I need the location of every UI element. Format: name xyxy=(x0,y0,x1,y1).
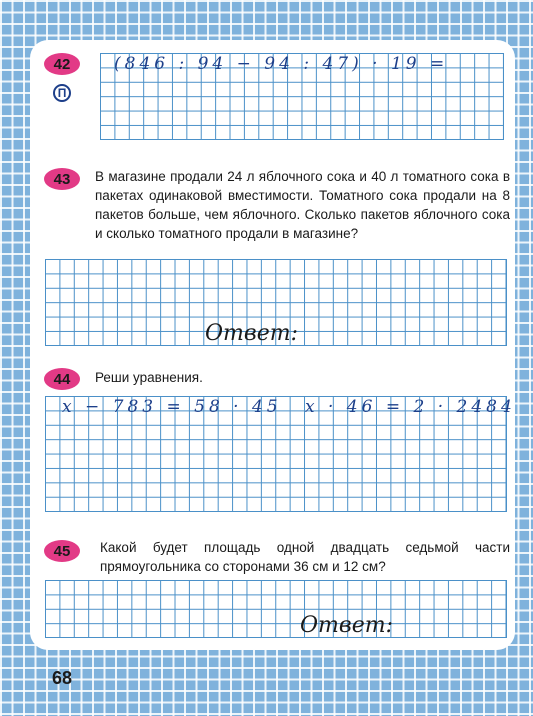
task-43-answer-label: Ответ: xyxy=(205,321,298,346)
task-43-number: 43 xyxy=(53,170,71,188)
task-44-equation-2: x · 46 = 2 · 2484 xyxy=(305,397,516,417)
task-44-badge xyxy=(44,368,80,390)
page-number: 68 xyxy=(52,668,73,688)
task-44-equation-1: x − 783 = 58 · 45 xyxy=(62,397,282,417)
task-42-number: 42 xyxy=(53,55,71,73)
task-45-number: 45 xyxy=(53,542,71,560)
task-43-text: В магазине продали 24 л яблочного сока и 40 л томатного сока в пакетах одинаковой вместимости. Томатного сока продали на 8 пакетов больше, чем яблочного. Сколько пакетов яблочного сока и сколько томатного продали в магазине? xyxy=(95,169,510,241)
task-45-text: Какой будет площадь одной двадцать седьмой части прямоугольника со сторонами 36 см и 12 см? xyxy=(100,540,510,574)
task-42-badge xyxy=(44,53,80,75)
task-43-badge xyxy=(44,168,80,190)
task-42-marker-icon xyxy=(53,84,71,102)
task-45-badge xyxy=(44,540,80,562)
task-42-expression: (846 : 94 − 94 : 47) · 19 = xyxy=(114,54,449,74)
task-44-text: Реши уравнения. xyxy=(95,370,203,385)
task-42-marker-label: П xyxy=(57,86,67,100)
task-45-answer-label: Ответ: xyxy=(300,613,393,638)
task-44-number: 44 xyxy=(53,370,71,388)
task-45-grid[interactable] xyxy=(45,580,507,638)
